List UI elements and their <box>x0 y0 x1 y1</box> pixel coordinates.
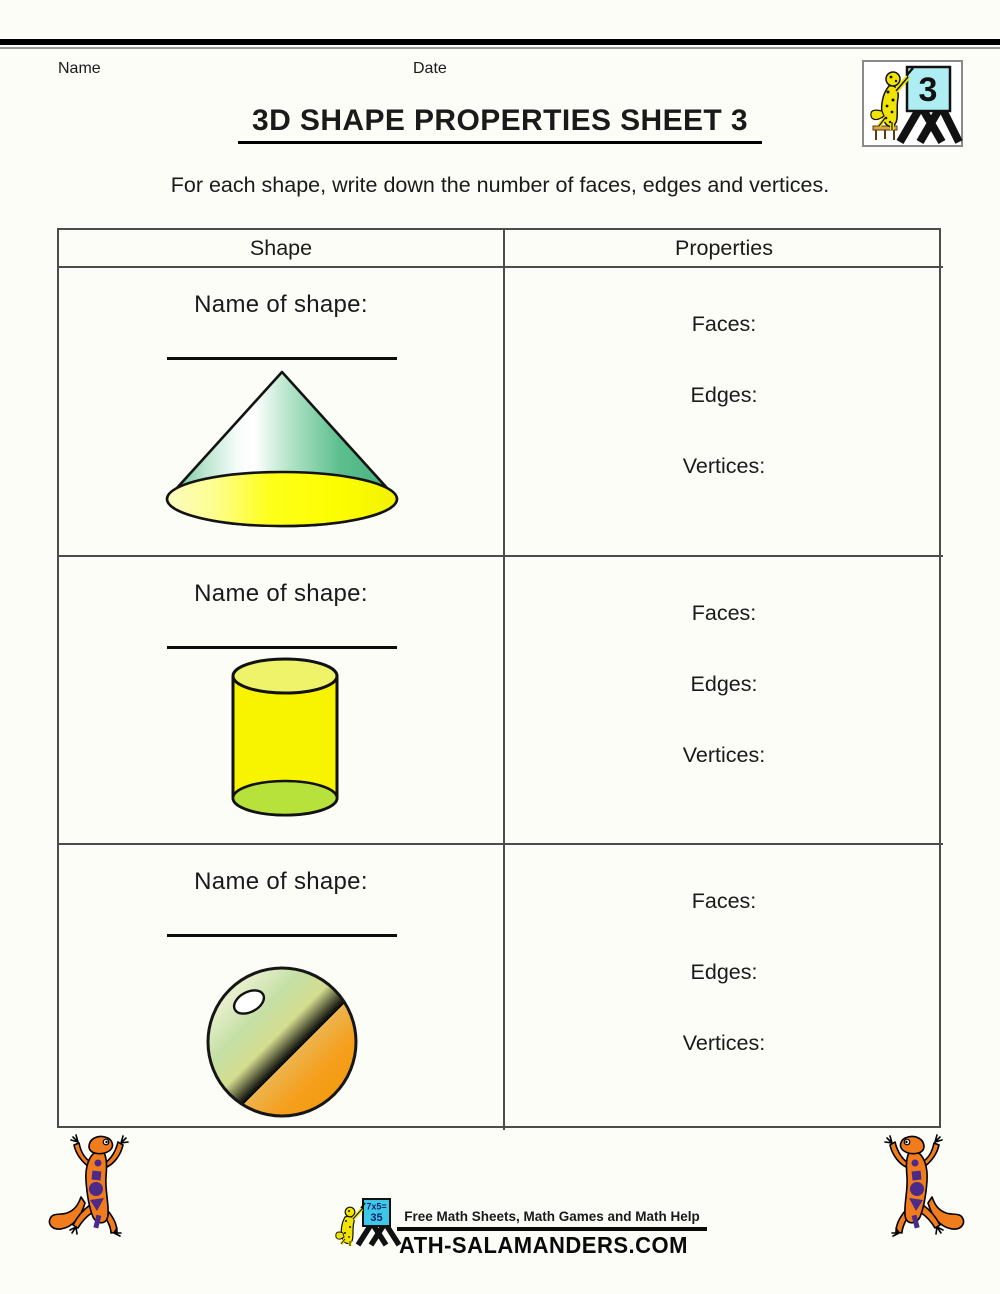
cylinder-shape <box>225 654 345 820</box>
vertices-label: Vertices: <box>682 1031 766 1055</box>
name-field-label: Name <box>58 60 101 77</box>
edges-label: Edges: <box>690 672 758 696</box>
faces-label: Faces: <box>691 889 757 913</box>
top-rule-shadow <box>0 47 1000 49</box>
worksheet-table <box>57 228 941 1128</box>
name-of-shape-label: Name of shape: <box>194 291 368 318</box>
shape-cell-cone <box>59 266 505 555</box>
footer-rule <box>397 1227 707 1231</box>
footer-site-link[interactable]: ATH-SALAMANDERS.COM <box>399 1232 688 1259</box>
faces-label: Faces: <box>691 312 757 336</box>
edges-label: Edges: <box>690 960 758 984</box>
column-header-shape: Shape <box>59 230 505 266</box>
footer-logo-icon <box>333 1197 405 1247</box>
cone-shape <box>162 368 402 530</box>
answer-line[interactable] <box>167 357 397 360</box>
date-field-label: Date <box>413 60 447 77</box>
properties-cell-cone <box>505 266 943 555</box>
salamander-right-icon <box>868 1133 968 1239</box>
name-of-shape-label: Name of shape: <box>194 868 368 895</box>
sphere-shape <box>204 964 360 1120</box>
column-header-properties: Properties <box>675 235 773 260</box>
vertices-label: Vertices: <box>682 743 766 767</box>
logo-board-number: 3 <box>918 71 938 109</box>
footer-tagline: Free Math Sheets, Math Games and Math Help <box>404 1209 700 1224</box>
faces-label: Faces: <box>691 601 757 625</box>
properties-cell-sphere <box>505 843 943 1130</box>
answer-line[interactable] <box>167 646 397 649</box>
instruction-text: For each shape, write down the number of faces, edges and vertices. <box>170 173 830 197</box>
shape-cell-sphere <box>59 843 505 1130</box>
properties-cell-cylinder <box>505 555 943 843</box>
footer-board-line1: 7x5= <box>366 1201 387 1212</box>
footer-board-line2: 35 <box>370 1212 383 1224</box>
top-rule <box>0 39 1000 45</box>
shape-cell-cylinder <box>59 555 505 843</box>
vertices-label: Vertices: <box>682 454 766 478</box>
name-of-shape-label: Name of shape: <box>194 580 368 607</box>
edges-label: Edges: <box>690 383 758 407</box>
salamander-left-icon <box>45 1133 145 1239</box>
page-title: 3D SHAPE PROPERTIES SHEET 3 <box>0 104 1000 144</box>
answer-line[interactable] <box>167 934 397 937</box>
